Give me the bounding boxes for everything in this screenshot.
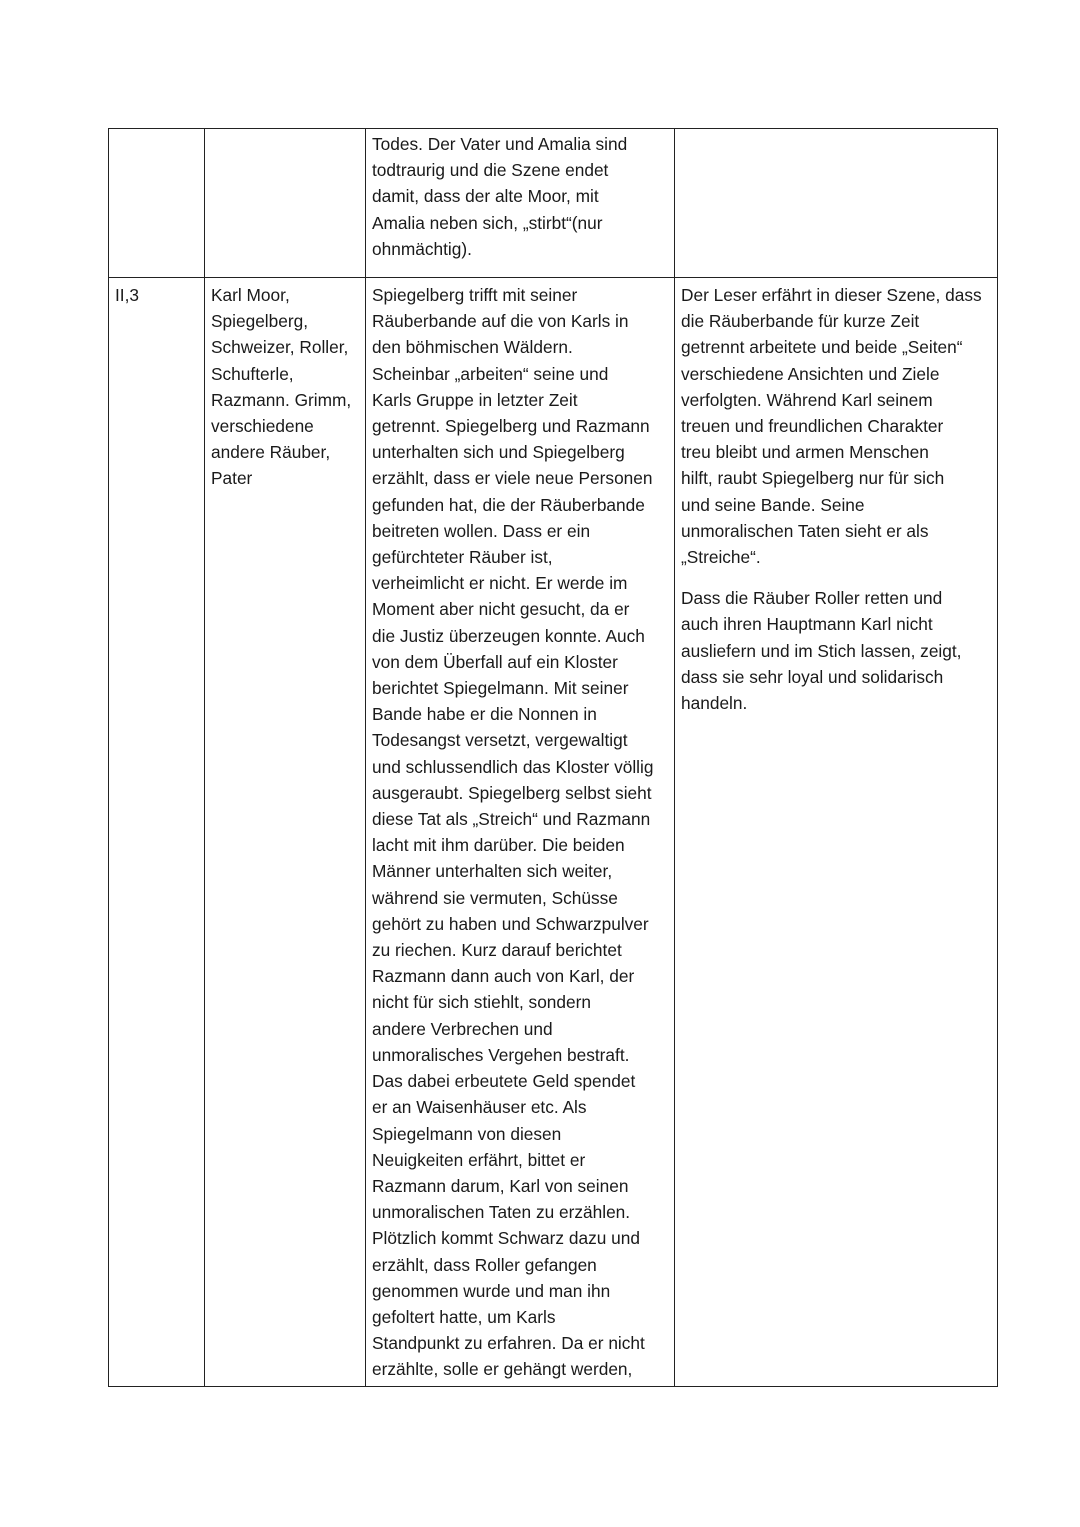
text-line: Razmann darum, Karl von seinen: [372, 1175, 629, 1196]
text-line: Räuberbande auf die von Karls in: [372, 311, 629, 332]
text-line: Amalia neben sich, „stirbt“(nur: [372, 212, 603, 233]
table-row: [109, 278, 998, 1387]
text-line: Razmann dann auch von Karl, der: [372, 966, 635, 987]
text-line: unmoralischen Taten zu erzählen.: [372, 1202, 631, 1223]
text-line: lacht mit ihm darüber. Die beiden: [372, 835, 625, 856]
text-line: Männer unterhalten sich weiter,: [372, 861, 613, 882]
text-line: getrennt arbeitete und beide „Seiten“: [681, 337, 963, 358]
text-line: damit, dass der alte Moor, mit: [372, 186, 599, 207]
text-line: unterhalten sich und Spiegelberg: [372, 442, 625, 463]
text-line: gehört zu haben und Schwarzpulver: [372, 913, 649, 934]
characters-cell: [205, 278, 366, 1387]
text-line: während sie vermuten, Schüsse: [372, 887, 618, 908]
text-line: ausgeraubt. Spiegelberg selbst sieht: [372, 782, 652, 803]
text-line: ausliefern und im Stich lassen, zeigt,: [681, 640, 962, 661]
text-line: Karl Moor,: [211, 285, 290, 305]
text-line: Spiegelberg,: [211, 311, 309, 332]
text-line: unmoralisches Vergehen bestraft.: [372, 1044, 630, 1065]
text-line: getrennt. Spiegelberg und Razmann: [372, 416, 650, 437]
text-line: beitreten wollen. Dass er ein: [372, 520, 591, 541]
text-line: verfolgten. Während Karl seinem: [681, 389, 933, 410]
analysis-cell: [675, 129, 998, 278]
text-line: auch ihren Hauptmann Karl nicht: [681, 614, 933, 635]
text-line: treu bleibt und armen Menschen: [681, 442, 929, 463]
text-line: todtraurig und die Szene endet: [372, 160, 609, 181]
text-line: Spiegelberg trifft mit seiner: [372, 285, 578, 305]
text-line: Neuigkeiten erfährt, bittet er: [372, 1149, 586, 1170]
text-line: unmoralischen Taten sieht er als: [681, 520, 929, 541]
text-line: gefürchteter Räuber ist,: [372, 547, 553, 568]
text-line: zu riechen. Kurz darauf berichtet: [372, 940, 622, 961]
text-line: andere Verbrechen und: [372, 1018, 553, 1039]
text-line: Das dabei erbeutete Geld spendet: [372, 1071, 636, 1092]
text-line: Plötzlich kommt Schwarz dazu und: [372, 1228, 640, 1249]
act-cell: II,3: [109, 278, 205, 1387]
text-line: Spiegelmann von diesen: [372, 1123, 562, 1144]
text-line: hilft, raubt Spiegelberg nur für sich: [681, 468, 945, 489]
text-line: von dem Überfall auf ein Kloster: [372, 651, 618, 672]
text-line: verschiedene Ansichten und Ziele: [681, 363, 940, 384]
text-line: Todesangst versetzt, vergewaltigt: [372, 730, 628, 751]
text-line: „Streiche“.: [681, 547, 761, 568]
act-cell: [109, 129, 205, 278]
text-line: diese Tat als „Streich“ und Razmann: [372, 809, 651, 830]
text-line: er an Waisenhäuser etc. Als: [372, 1097, 587, 1118]
text-line: die Justiz überzeugen konnte. Auch: [372, 625, 645, 646]
text-line: Standpunkt zu erfahren. Da er nicht: [372, 1333, 645, 1354]
text-line: Schufterle,: [211, 363, 294, 384]
analysis-cell: [675, 278, 998, 1387]
content-cell: [366, 278, 675, 1387]
text-line: handeln.: [681, 693, 748, 714]
text-line: Moment aber nicht gesucht, da er: [372, 599, 630, 620]
text-line: erzählt, dass er viele neue Personen: [372, 468, 653, 489]
text-line: genommen wurde und man ihn: [372, 1280, 611, 1301]
text-line: verschiedene: [211, 416, 314, 437]
text-line: gefoltert hatte, um Karls: [372, 1306, 556, 1327]
text-line: Schweizer, Roller,: [211, 337, 349, 358]
text-line: und seine Bande. Seine: [681, 494, 865, 515]
text-line: treuen und freundlichen Charakter: [681, 416, 944, 437]
characters-cell: [205, 129, 366, 278]
text-line: dass sie sehr loyal und solidarisch: [681, 666, 944, 687]
text-line: andere Räuber,: [211, 442, 331, 463]
text-line: den böhmischen Wäldern.: [372, 337, 573, 358]
text-line: erzählt, dass Roller gefangen: [372, 1254, 597, 1275]
text-line: nicht für sich stiehlt, sondern: [372, 992, 592, 1013]
paragraph-gap: [681, 570, 991, 585]
text-line: Dass die Räuber Roller retten und: [681, 588, 943, 609]
text-line: verheimlicht er nicht. Er werde im: [372, 573, 628, 594]
text-line: erzählte, solle er gehängt werden,: [372, 1359, 633, 1380]
text-line: und schlussendlich das Kloster völlig: [372, 756, 654, 777]
table-row: [109, 129, 998, 278]
text-line: die Räuberbande für kurze Zeit: [681, 311, 920, 332]
text-line: Razmann. Grimm,: [211, 389, 352, 410]
text-line: berichtet Spiegelmann. Mit seiner: [372, 678, 629, 699]
text-line: Scheinbar „arbeiten“ seine und: [372, 363, 609, 384]
scene-table: [108, 128, 998, 1387]
text-line: Pater: [211, 468, 253, 489]
text-line: gefunden hat, die der Räuberbande: [372, 494, 645, 515]
text-line: ohnmächtig).: [372, 238, 472, 259]
text-line: Todes. Der Vater und Amalia sind: [372, 134, 628, 154]
text-line: Karls Gruppe in letzter Zeit: [372, 389, 578, 410]
text-line: Der Leser erfährt in dieser Szene, dass: [681, 285, 982, 305]
text-line: Bande habe er die Nonnen in: [372, 704, 597, 725]
content-cell: [366, 129, 675, 278]
